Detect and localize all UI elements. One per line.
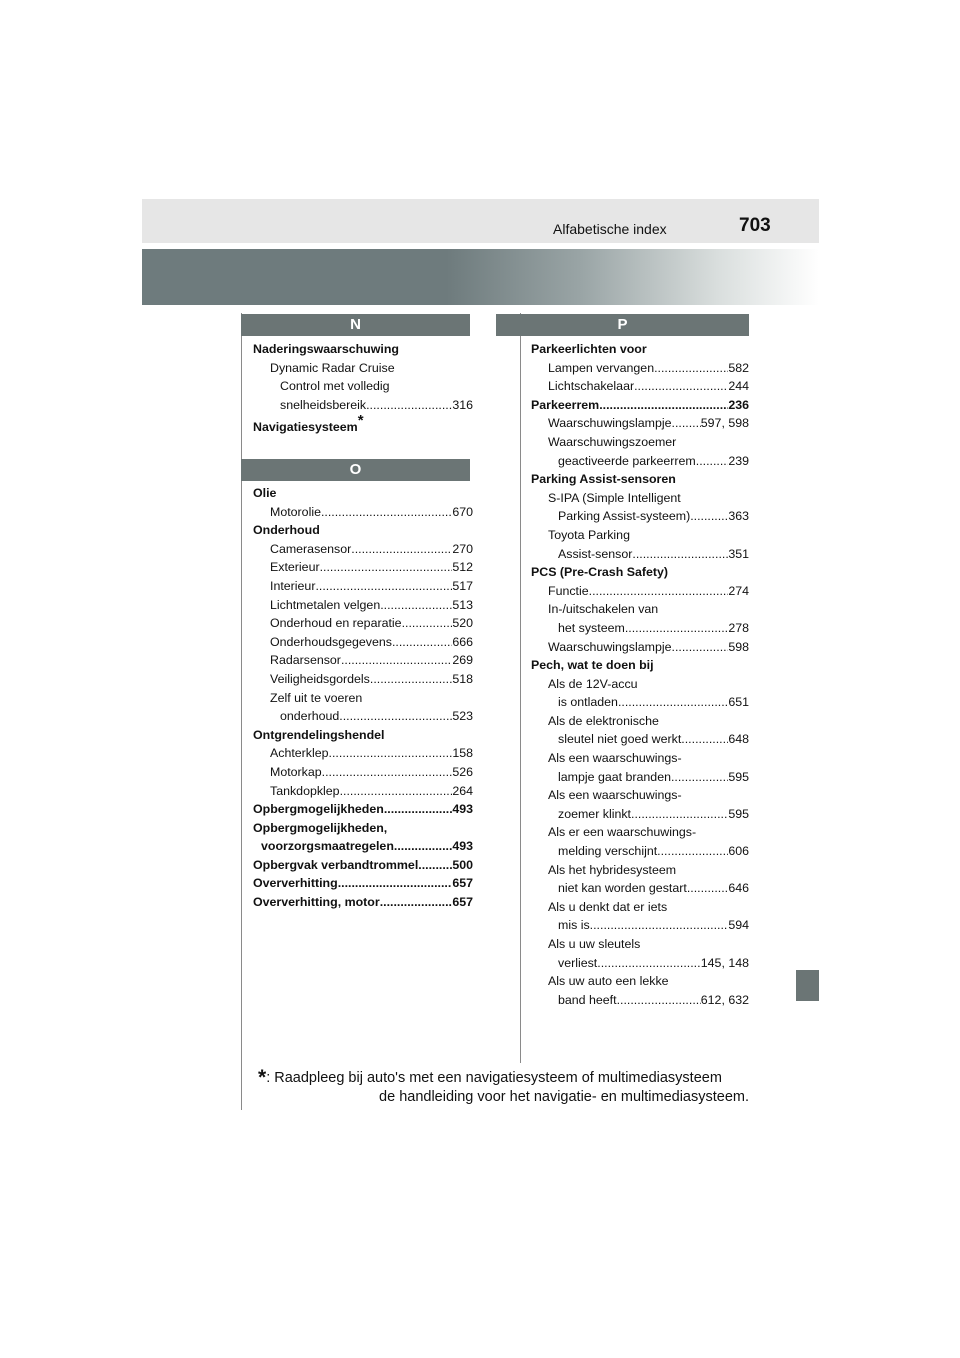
entry-term: Als de elektronische [548,713,659,728]
index-entry [531,768,749,787]
entry-term: voorzorgsmaatregelen [261,839,394,854]
index-entry [253,800,473,819]
footnote-line-2: de handleiding voor het navigatie- en multimediasysteem. [379,1089,749,1105]
entry-term: Oververhitting [253,876,338,891]
footnote-marker: * [357,414,364,430]
page-reference: 236 [728,397,749,412]
entry-term: Zelf uit te voeren [270,690,363,705]
entry-term: Assist-sensor [558,546,633,561]
page-number: 703 [739,215,771,236]
index-entry [531,916,749,935]
entry-term: Radarsensor [270,653,341,668]
index-entry [531,935,749,954]
index-entry [531,823,749,842]
header-bar [142,199,819,243]
dot-leader [340,782,453,801]
entry-term: lampje gaat branden [558,769,671,784]
page-reference: 518 [452,671,473,686]
page-reference: 316 [452,397,473,412]
dot-leader [589,582,729,601]
index-entry [253,874,473,893]
index-entry [531,600,749,619]
dot-leader [351,540,452,559]
entry-term: Exterieur [270,560,320,575]
chapter-tab-marker [796,970,819,1001]
dot-leader [370,670,452,689]
index-entry [253,782,473,801]
index-entry [253,651,473,670]
dot-leader [625,619,729,638]
entry-term: PCS (Pre-Crash Safety) [531,565,669,580]
footnote-marker: * [258,1066,267,1089]
page-reference: 158 [452,746,473,761]
entry-term: is ontladen [558,695,618,710]
dot-leader [341,651,452,670]
index-entry [253,726,473,745]
index-entry [253,689,473,708]
entry-term: Interieur [270,578,316,593]
index-section-p [531,340,749,1009]
dot-leader [631,805,728,824]
page-reference: 670 [452,504,473,519]
page-reference: 582 [728,360,749,375]
dot-leader [394,837,452,856]
footnote-line-1: : Raadpleeg bij auto's met een navigatiesysteem of multimediasysteem [266,1070,722,1086]
page-reference: 648 [728,732,749,747]
section-header-o: O [241,459,470,481]
left-column-rule [241,313,242,1110]
page-reference: 500 [452,857,473,872]
index-entry [253,856,473,875]
page-reference: 526 [452,764,473,779]
index-entry [531,470,749,489]
entry-term: Navigatiesysteem [253,420,358,435]
entry-term: Tankdopklep [270,783,340,798]
page-reference: 274 [728,583,749,598]
dot-leader [418,856,452,875]
entry-term: Opbergmogelijkheden, [253,820,388,835]
entry-term: verliest [558,955,598,970]
dot-leader [315,577,452,596]
index-section-o [253,484,473,912]
dot-leader [681,730,728,749]
index-entry [253,577,473,596]
index-entry [531,396,749,415]
index-entry [253,377,473,396]
entry-term: Motorolie [270,504,321,519]
page-reference: 520 [452,616,473,631]
entry-term: Oververhitting, motor [253,895,380,910]
index-entry [531,675,749,694]
dot-leader [599,396,728,415]
index-entry [531,972,749,991]
page-reference: 657 [452,895,473,910]
page-reference: 606 [728,844,749,859]
index-entry [531,730,749,749]
index-entry [531,433,749,452]
page-reference: 239 [728,453,749,468]
dot-leader [672,638,729,657]
index-entry [531,842,749,861]
dot-leader [329,744,453,763]
dot-leader [338,874,453,893]
index-entry [531,749,749,768]
dot-leader [320,558,453,577]
index-entry [253,503,473,522]
middle-column-rule [520,313,521,1063]
dot-leader [618,693,728,712]
page-reference: 278 [728,620,749,635]
index-entry [253,614,473,633]
index-entry [253,340,473,359]
entry-term: Parkeerrem [531,397,600,412]
entry-term: Functie [548,583,589,598]
index-entry [253,707,473,726]
index-entry [531,656,749,675]
page-reference: 595 [728,806,749,821]
entry-term: Lampen vervangen [548,360,655,375]
index-entry [253,484,473,503]
dot-leader [634,377,728,396]
entry-term: geactiveerde parkeerrem [558,453,696,468]
index-entry [531,805,749,824]
page-reference: 269 [452,653,473,668]
entry-term: Als u uw sleutels [548,937,641,951]
entry-term: Onderhoud en reparatie [270,616,402,631]
page-reference: 523 [452,709,473,724]
index-entry [531,489,749,508]
entry-term: S-IPA (Simple Intelligent [548,490,681,505]
entry-term: Dynamic Radar Cruise [270,360,395,375]
index-entry [531,545,749,564]
index-entry [531,507,749,526]
index-entry [531,452,749,471]
index-entry [531,991,749,1010]
page-reference: 493 [452,802,473,817]
index-entry [531,898,749,917]
page-reference: 594 [728,918,749,933]
index-entry [253,819,473,838]
dot-leader [366,396,452,415]
index-entry [531,359,749,378]
page-reference: 513 [452,597,473,612]
index-entry [531,526,749,545]
entry-term: Naderingswaarschuwing [253,342,399,356]
entry-term: Als een waarschuwings- [548,751,682,766]
dot-leader [380,893,453,912]
entry-term: Onderhoudsgegevens [270,634,392,649]
dot-leader [339,707,452,726]
page-reference: 145, 148 [700,955,749,970]
page-reference: 363 [728,509,749,524]
entry-term: snelheidsbereik [280,397,367,412]
section-header-n: N [241,314,470,336]
index-entry [253,396,473,415]
index-entry [253,558,473,577]
dot-leader [657,842,728,861]
entry-term: Lichtschakelaar [548,379,635,394]
index-entry [253,744,473,763]
dot-leader [632,545,728,564]
entry-term: Waarschuwingszoemer [548,434,677,449]
entry-term: Als uw auto een lekke [548,974,669,989]
index-entry [253,837,473,856]
section-header-p: P [496,314,749,336]
index-entry [531,377,749,396]
index-entry [531,786,749,805]
entry-term: band heeft [558,992,617,1007]
entry-term: onderhoud [280,709,340,724]
dot-leader [321,503,452,522]
footnote [258,1068,749,1107]
page-reference: 244 [728,379,749,394]
entry-term: Als er een waarschuwings- [548,825,697,840]
entry-term: Opbergvak verbandtrommel [253,857,419,872]
entry-term: Ontgrendelingshendel [253,727,385,742]
index-entry [253,414,473,436]
entry-term: Pech, wat te doen bij [531,658,654,673]
entry-term: Parkeerlichten voor [531,342,647,356]
entry-term: Lichtmetalen velgen [270,597,381,612]
dot-leader [687,879,729,898]
dot-leader [384,800,453,819]
dot-leader [654,359,728,378]
index-entry [531,954,749,973]
page-reference: 270 [452,541,473,556]
entry-term: Toyota Parking [548,527,630,542]
index-entry [253,763,473,782]
page-reference: 666 [452,634,473,649]
dot-leader [590,916,729,935]
page-reference: 657 [452,876,473,891]
index-entry [531,619,749,638]
entry-term: sleutel niet goed werkt [558,732,682,747]
dot-leader [617,991,701,1010]
index-entry [531,414,749,433]
entry-term: Veiligheidsgordels [270,671,370,686]
entry-term: Motorkap [270,764,322,779]
entry-term: Achterklep [270,746,329,761]
dot-leader [690,507,728,526]
entry-term: melding verschijnt [558,844,658,859]
index-entry [531,693,749,712]
index-entry [253,893,473,912]
page-reference: 612, 632 [700,992,749,1007]
index-entry [253,633,473,652]
dot-leader [322,763,453,782]
entry-term: Opbergmogelijkheden [253,802,384,817]
dot-leader [672,414,701,433]
entry-term: Als de 12V-accu [548,676,638,691]
page-reference: 517 [452,578,473,593]
entry-term: Parking Assist-systeem) [558,509,691,524]
index-entry [253,359,473,378]
dot-leader [696,452,729,471]
entry-term: Als u denkt dat er iets [548,899,668,914]
dot-leader [671,768,728,787]
entry-term: Als het hybridesysteem [548,862,677,877]
page-reference: 597, 598 [700,416,749,431]
page-reference: 646 [728,881,749,896]
index-entry [531,861,749,880]
entry-term: niet kan worden gestart [558,881,687,896]
page-reference: 512 [452,560,473,575]
page-title: Alfabetische index [553,221,667,237]
page-reference: 264 [452,783,473,798]
entry-term: het systeem [558,620,625,635]
page-reference: 598 [728,639,749,654]
dot-leader [392,633,452,652]
index-entry [531,582,749,601]
entry-term: Parking Assist-sensoren [531,472,676,487]
index-entry [531,340,749,359]
dot-leader [597,954,701,973]
entry-term: Onderhoud [253,523,320,538]
page-reference: 493 [452,839,473,854]
index-entry [253,670,473,689]
entry-term: Control met volledig [280,379,390,394]
dot-leader [380,596,452,615]
entry-term: mis is [558,918,590,933]
index-entry [531,712,749,731]
entry-term: zoemer klinkt [558,806,631,821]
entry-term: Waarschuwingslampje [548,639,672,654]
page-reference: 651 [728,695,749,710]
index-entry [253,521,473,540]
dot-leader [402,614,453,633]
entry-term: Olie [253,486,277,500]
page-reference: 351 [728,546,749,561]
index-entry [253,596,473,615]
index-entry [531,879,749,898]
entry-term: Camerasensor [270,541,352,556]
entry-term: Waarschuwingslampje [548,416,672,431]
entry-term: Als een waarschuwings- [548,788,682,803]
index-section-n [253,340,473,436]
page-reference: 595 [728,769,749,784]
decorative-band [142,249,819,305]
index-entry [253,540,473,559]
index-entry [531,638,749,657]
entry-term: In-/uitschakelen van [548,602,659,617]
index-entry [531,563,749,582]
